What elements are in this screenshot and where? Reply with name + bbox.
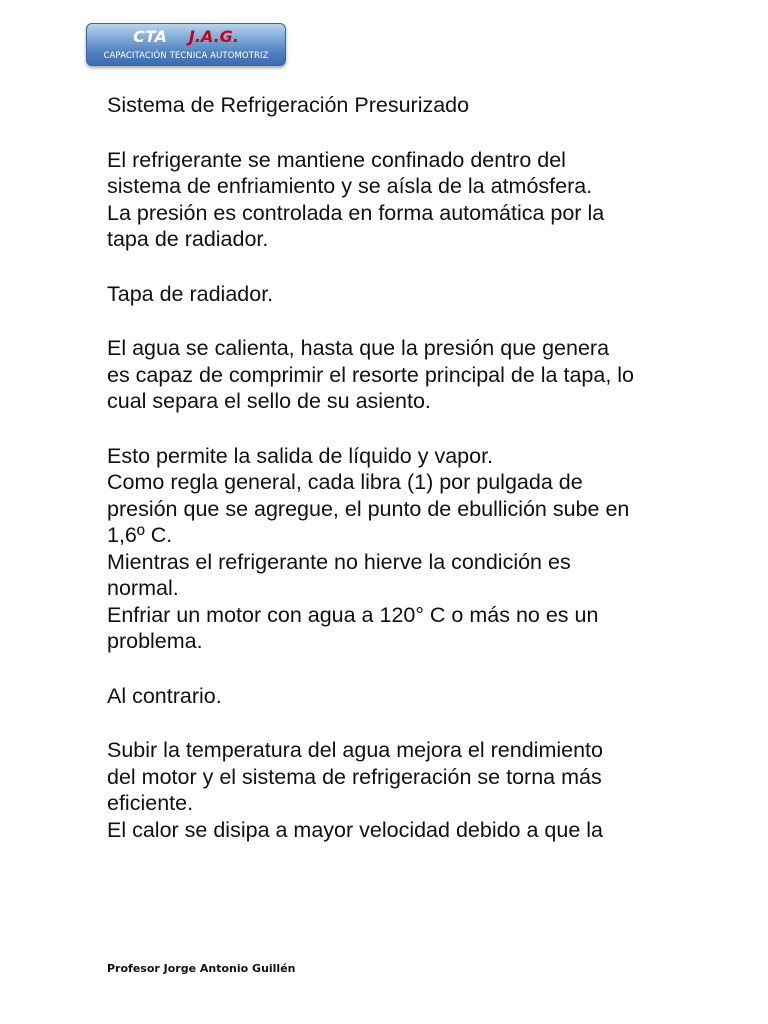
text-line: Como regla general, cada libra (1) por pulgada de — [107, 470, 583, 494]
text-line: La presión es controlada en forma automática por la — [107, 200, 605, 225]
text-line: eficiente. — [107, 791, 194, 815]
cta-logo — [86, 23, 286, 66]
paragraph-agua-calienta — [107, 335, 697, 415]
text-line: problema. — [107, 629, 203, 653]
text-line: 1,6º C. — [107, 523, 173, 547]
text-line: cual separa el sello de su asiento. — [107, 389, 431, 413]
document-title — [107, 92, 697, 119]
text-line: Mientras el refrigerante no hierve la condición es — [107, 549, 571, 574]
logo-cta-text: CTA — [133, 27, 167, 46]
paragraph-salida-liquido — [107, 443, 697, 655]
text-line: Esto permite la salida de líquido y vapor. — [107, 443, 494, 468]
text-line: sistema de enfriamiento y se aísla de la atmósfera. — [107, 174, 593, 198]
paragraph-sistema-confinado — [107, 147, 697, 253]
text-line: presión que se agregue, el punto de ebullición sube en — [107, 496, 630, 521]
section-heading-tapa — [107, 281, 697, 308]
text-line: del motor y el sistema de refrigeración se torna más — [107, 764, 602, 789]
text-line: Al contrario. — [107, 683, 222, 708]
paragraph-al-contrario — [107, 683, 697, 710]
text-line: Tapa de radiador. — [107, 281, 274, 306]
text-line: Enfriar un motor con agua a 120° C o más no es un — [107, 602, 599, 627]
footer-author: Profesor Jorge Antonio Guillén — [107, 962, 296, 975]
text-line: Subir la temperatura del agua mejora el rendimiento — [107, 738, 603, 762]
text-line: Sistema de Refrigeración Presurizado — [107, 93, 470, 117]
text-line: El calor se disipa a mayor velocidad debido a que la — [107, 817, 603, 842]
text-line: El refrigerante se mantiene confinado dentro del — [107, 147, 566, 172]
paragraph-subir-temperatura — [107, 737, 697, 843]
document-body — [107, 92, 697, 871]
text-line: El agua se calienta, hasta que la presión que genera — [107, 336, 610, 360]
text-line: es capaz de comprimir el resorte principal de la tapa, lo — [107, 362, 635, 387]
logo-subtitle: CAPACITACIÓN TECNICA AUTOMOTRIZ — [103, 51, 269, 61]
logo-jag-text: J.A.G. — [188, 27, 239, 46]
text-line: normal. — [107, 576, 179, 600]
logo-title — [87, 27, 285, 47]
text-line: tapa de radiador. — [107, 227, 269, 251]
